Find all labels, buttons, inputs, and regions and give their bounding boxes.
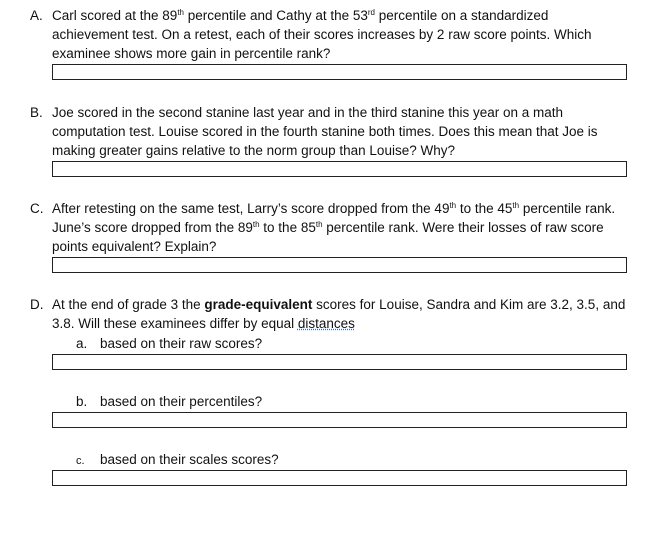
question-d-line-1: At the end of grade 3 the grade-equivalent scores for Louise, Sandra and Kim are 3.2, 3.5, and [52, 297, 626, 312]
question-a-line-3: examinee shows more gain in percentile rank? [52, 46, 331, 61]
question-a-text [52, 6, 632, 63]
grade-equivalent-term: grade-equivalent [204, 297, 313, 312]
question-a-letter: A. [30, 8, 43, 23]
sub-question-c-letter: c. [76, 455, 85, 467]
question-b-line-3: making greater gains relative to the norm group than Louise? Why? [52, 143, 455, 158]
sub-question-a-text: based on their raw scores? [100, 336, 263, 351]
question-c-letter: C. [30, 201, 44, 216]
question-d-text [52, 295, 632, 333]
sub-question-c [76, 450, 279, 471]
sub-question-b-text: based on their percentiles? [100, 394, 263, 409]
question-b-line-2: computation test. Louise scored in the fourth stanine both times. Does this mean that Joe is [52, 124, 598, 139]
sub-question-a-letter: a. [76, 336, 88, 351]
answer-box-a[interactable] [52, 64, 627, 80]
sub-question-c-text: based on their scales scores? [100, 452, 279, 467]
question-c-line-3: points equivalent? Explain? [52, 239, 217, 254]
answer-box-d-b[interactable] [52, 412, 627, 428]
sub-question-b-letter: b. [76, 394, 88, 409]
question-c-line-1: After retesting on the same test, Larry’s score dropped from the 49th to the 45th percentile rank. [52, 201, 616, 216]
sub-question-a [76, 334, 262, 353]
question-b-line-1: Joe scored in the second stanine last year and in the third stanine this year on a math [52, 105, 564, 120]
answer-box-d-a[interactable] [52, 354, 627, 370]
question-d-line-2: 3.8. Will these examinees differ by equal distances [52, 316, 355, 331]
answer-box-c[interactable] [52, 257, 627, 273]
question-b-text [52, 103, 632, 160]
question-a-line-2: achievement test. On a retest, each of their scores increases by 2 raw score points. Which [52, 27, 592, 42]
answer-box-d-c[interactable] [52, 470, 627, 486]
question-d-letter: D. [30, 297, 44, 312]
question-c-line-2: June’s score dropped from the 89th to the 85th percentile rank. Were their losses of raw score [52, 220, 604, 235]
question-b-letter: B. [30, 105, 43, 120]
sub-question-b [76, 392, 262, 411]
question-c-text [52, 199, 632, 256]
distances-term: distances [297, 316, 355, 331]
question-a-line-1: Carl scored at the 89th percentile and Cathy at the 53rd percentile on a standardized [52, 8, 549, 23]
answer-box-b[interactable] [52, 161, 627, 177]
